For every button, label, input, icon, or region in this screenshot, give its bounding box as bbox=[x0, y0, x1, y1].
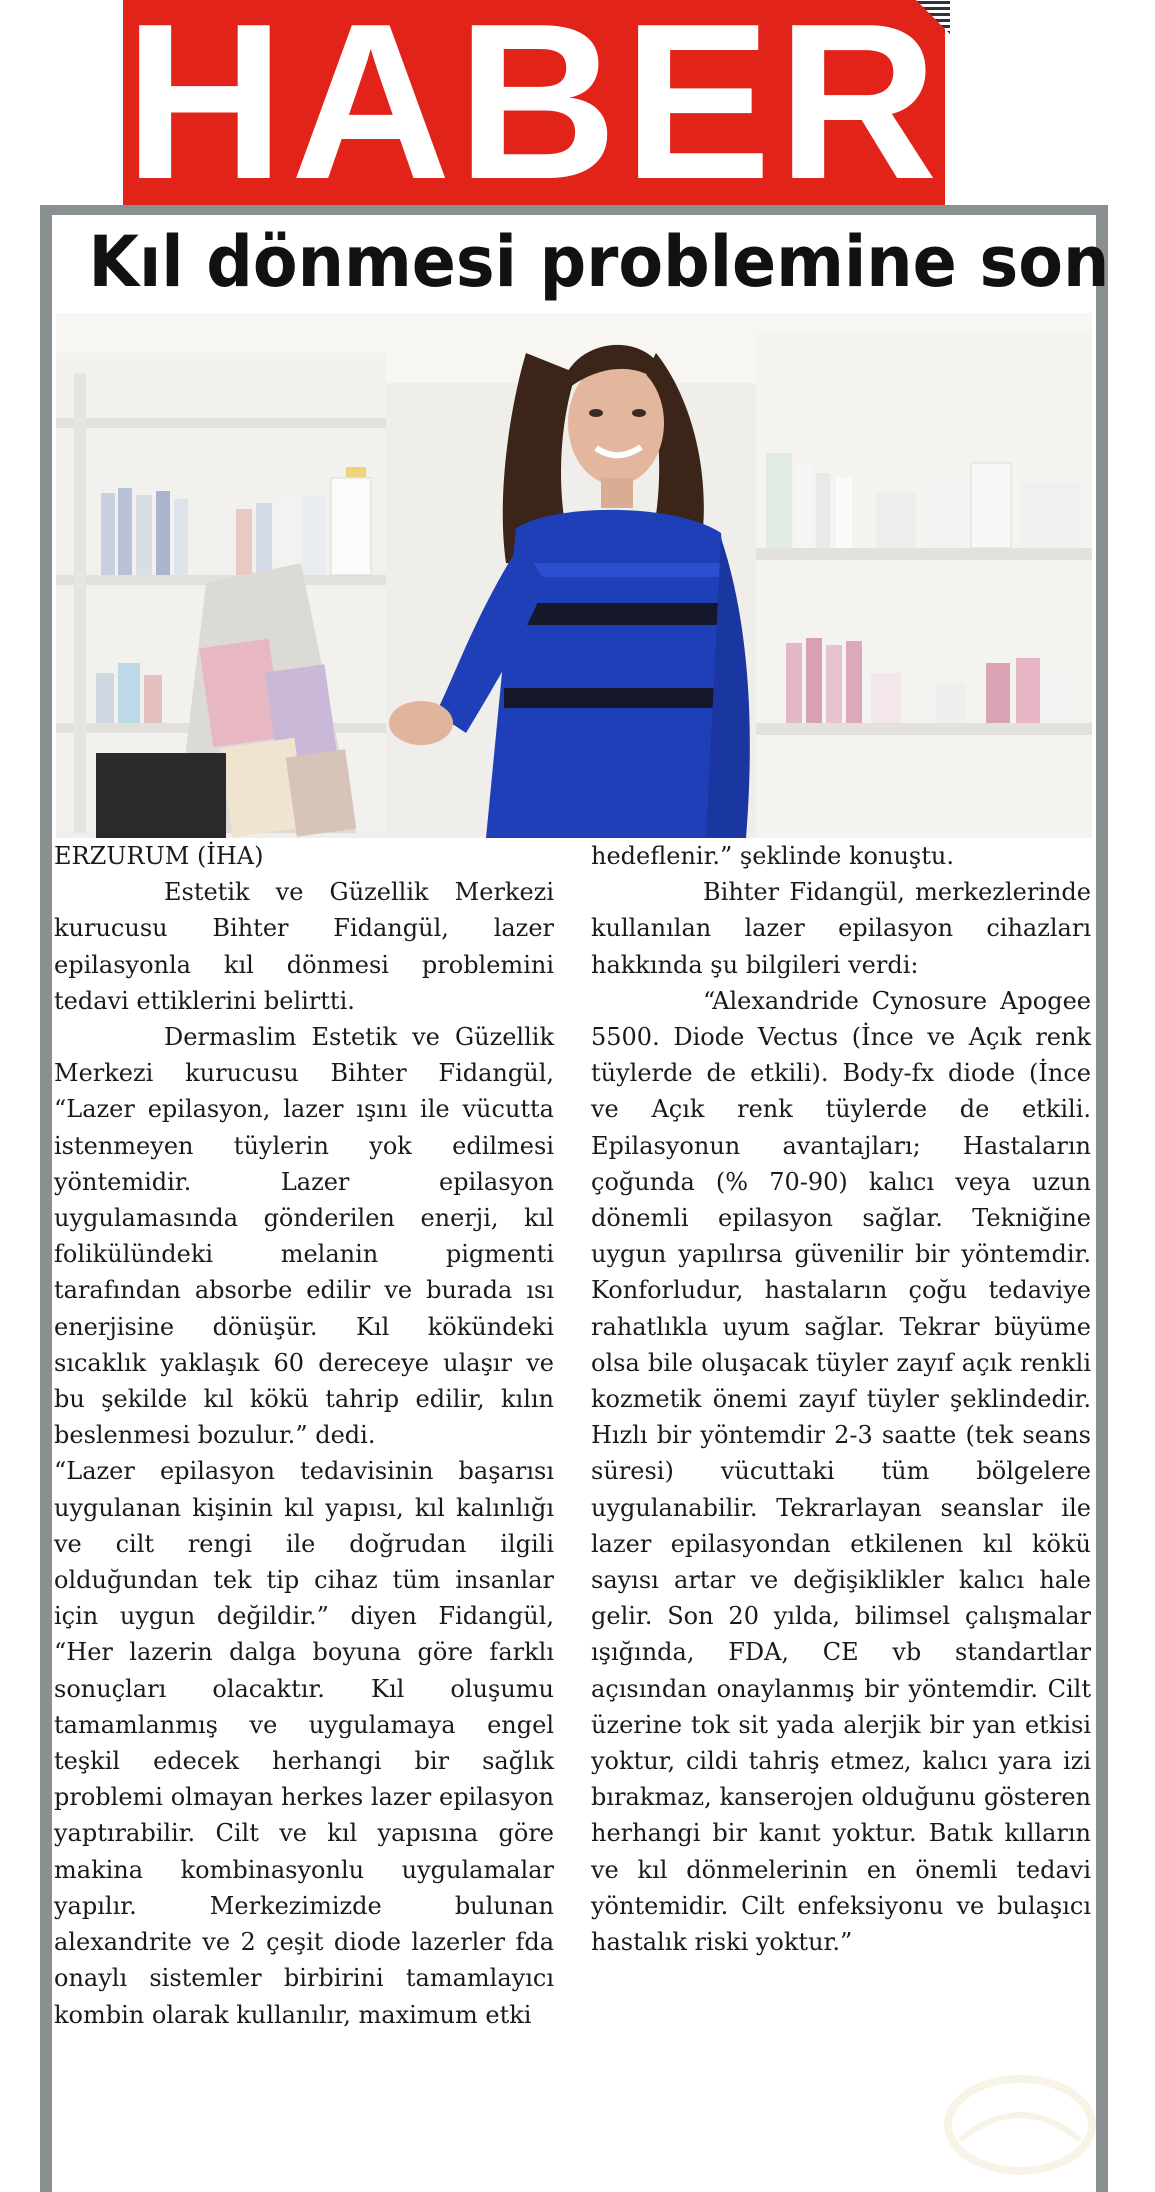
article-paragraph: Dermaslim Estetik ve Güzellik Merkezi kurucusu Bihter Fidangül, “Lazer epilasyon, lazer ışını ile vücutta istenmeyen tüylerin yok edilmesi yöntemidir. Lazer epilasyon uygulamasında gönderilen enerji, kıl folikülündeki melanin pigmenti tarafından absorbe edilir ve burada ısı enerjisine dönüşür. Kıl kökündeki sıcaklık yaklaşık 60 dereceye ulaşır ve bu şekilde kıl kökü tahrip edilir, kılın beslenmesi bozulur.” dedi. bbox=[54, 1023, 554, 1450]
article-paragraph: hedeflenir.” şeklinde konuştu. bbox=[591, 842, 954, 870]
article-paragraph: Estetik ve Güzellik Merkezi kurucusu Bihter Fidangül, lazer epilasyonla kıl dönmesi problemini tedavi ettiklerini belirtti. bbox=[54, 878, 554, 1015]
article-headline: Kıl dönmesi problemine son bbox=[88, 221, 1110, 303]
masthead-title: HABER bbox=[124, 0, 944, 208]
article-photo bbox=[56, 313, 1092, 838]
article-dateline: ERZURUM (İHA) bbox=[54, 842, 264, 870]
article-paragraph: “Lazer epilasyon tedavisinin başarısı uygulanan kişinin kıl yapısı, kıl kalınlığı ve cilt rengi ile doğrudan ilgili olduğundan tek tip cihaz tüm insanlar için uygun değildir.” diyen Fidangül, “Her lazerin dalga boyuna göre farklı sonuçları olacaktır. Kıl oluşumu tamamlanmış ve uygulamaya engel teşkil edecek herhangi bir sağlık problemi olmayan herkes lazer epilasyon yaptırabilir. Cilt ve kıl yapısına göre makina kombinasyonlu uygulamalar yapılır. Merkezimizde bulunan alexandrite ve 2 çeşit diode lazerler fda onaylı sistemler birbirini tamamlayıcı kombin olarak kullanılır, maximum etki bbox=[54, 1457, 554, 2029]
article-column-right bbox=[591, 838, 1091, 1960]
masthead-banner bbox=[123, 0, 945, 208]
photo-illustration bbox=[56, 313, 1092, 838]
watermark-logo bbox=[940, 2070, 1100, 2180]
article-paragraph: “Alexandride Cynosure Apogee 5500. Diode Vectus (İnce ve Açık renk tüylerde de etkili). Body-fx diode (İnce ve Açık renk tüylerde de etkili. Epilasyonun avantajları; Hastaların çoğunda (% 70-90) kalıcı veya uzun dönemli epilasyon sağlar. Tekniğine uygun yapılırsa güvenilir bir yöntemdir. Konforludur, hastaların çoğu tedaviye rahatlıkla uyum sağlar. Tekrar büyüme olsa bile oluşacak tüyler zayıf açık renkli kozmetik önemi zayıf tüyler şeklindedir. Hızlı bir yöntemdir 2-3 saatte (tek seans süresi) vücuttaki tüm bölgelere uygulanabilir. Tekrarlayan seanslar ile lazer epilasyondan etkilenen kıl kökü sayısı artar ve değişiklikler kalıcı hale gelir. Son 20 yılda, bilimsel çalışmalar ışığında, FDA, CE vb standartlar açısından onaylanmış bir yöntemdir. Cilt üzerine tok sit yada alerjik bir yan etkisi yoktur, cildi tahriş etmez, kalıcı yara izi bırakmaz, kanserojen olduğunu gösteren herhangi bir kanıt yoktur. Batık kılların ve kıl dönmelerinin en önemli tedavi yöntemidir. Cilt enfeksiyonu ve bulaşıcı hastalık riski yoktur.” bbox=[591, 986, 1091, 1957]
article-paragraph: Bihter Fidangül, merkezlerinde kullanılan lazer epilasyon cihazları hakkında şu bilgileri verdi: bbox=[591, 878, 1091, 979]
article-column-left bbox=[54, 838, 554, 2033]
